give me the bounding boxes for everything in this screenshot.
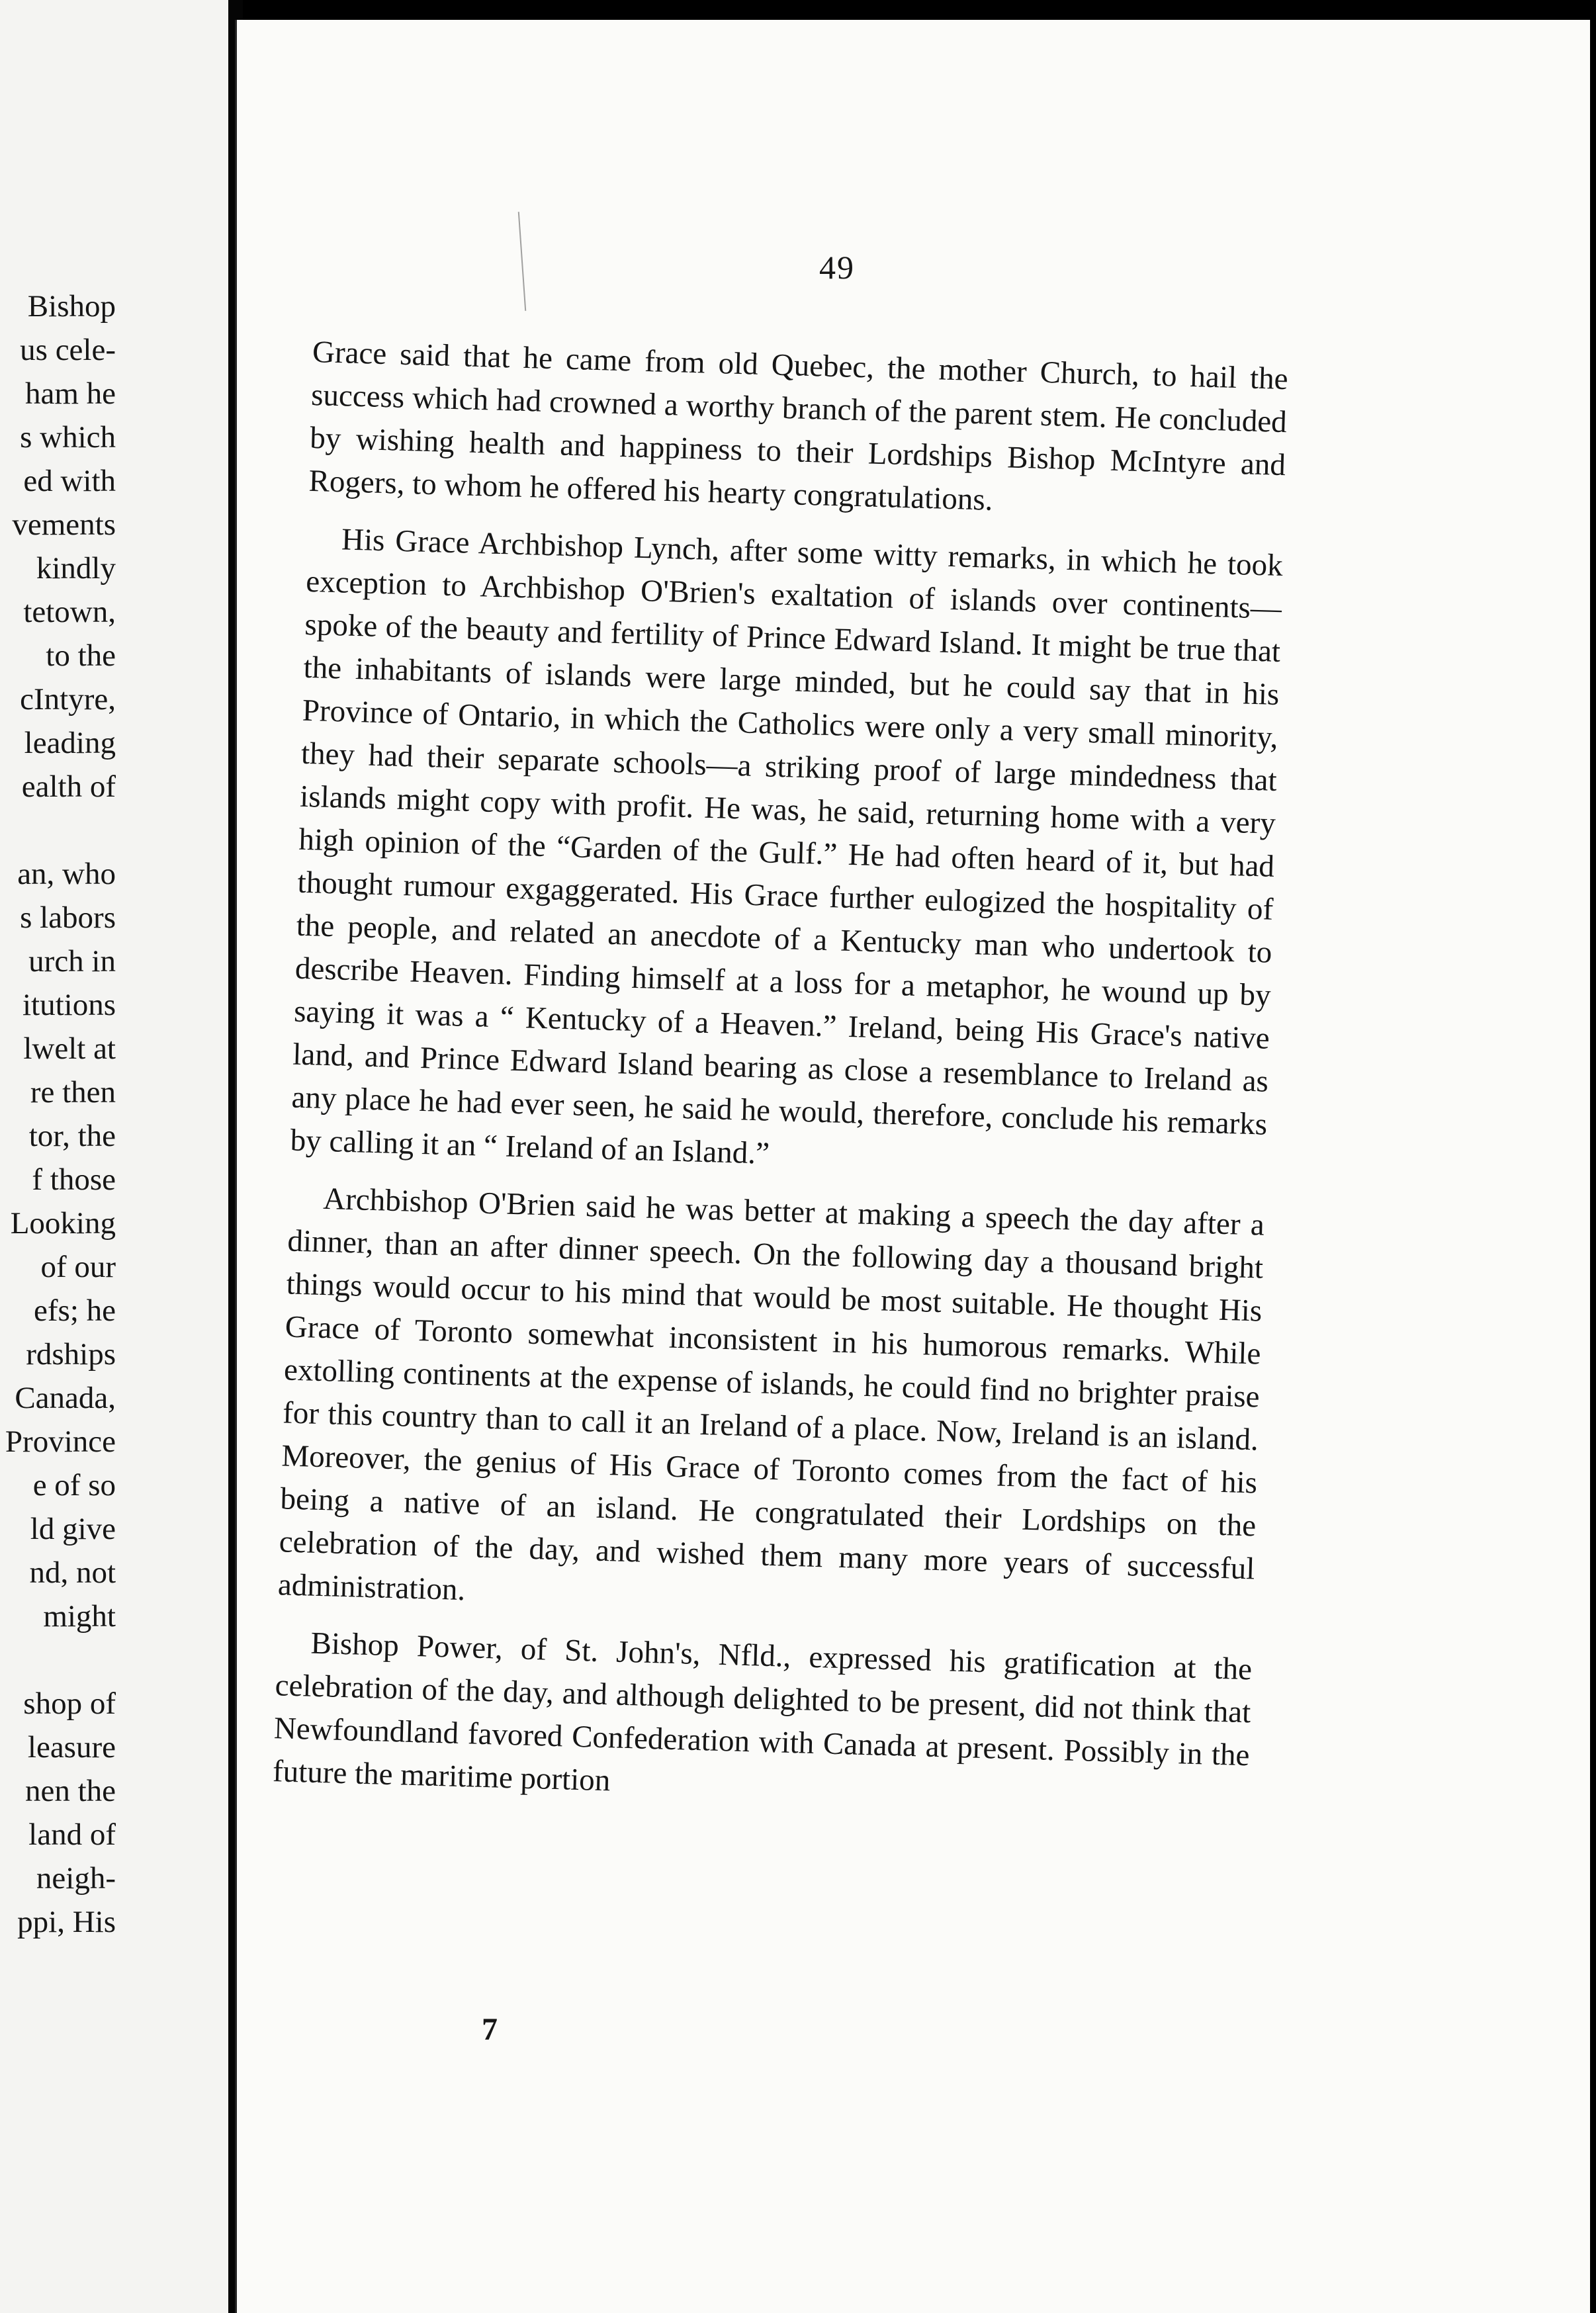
left-page-fragment-line: s labors bbox=[20, 900, 116, 935]
signature-mark: 7 bbox=[482, 2012, 498, 2047]
scan-artifact-line bbox=[518, 212, 526, 311]
left-page-fragment-line: tetown, bbox=[23, 595, 116, 629]
left-page-fragment-line: land of bbox=[28, 1817, 116, 1852]
right-page bbox=[235, 20, 1590, 2313]
left-page-fragment-line: ed with bbox=[23, 464, 116, 498]
left-page-fragment-line: tor, the bbox=[28, 1119, 116, 1153]
left-page-fragment-line: leading bbox=[24, 726, 116, 760]
text-column bbox=[272, 331, 1289, 1835]
left-page-fragment-line: Bishop bbox=[27, 289, 116, 324]
left-page-fragments bbox=[5, 284, 116, 1944]
left-facing-page bbox=[0, 0, 228, 2313]
paragraph-2: His Grace Archbishop Lynch, after some witty remarks, in which he took exception to Archbishop O'Brien's exaltation of islands over continents—spoke of the beauty and fertility of Prince Edward Island. It might be true that the inhabitants of islands were large minded, but he could say that in his Province of Ontario, in which the Catholics were only a very small minority, they had their separate schools—a striking proof of large mindedness that islands might copy with profit. He was, he said, returning home with a very high opinion of the “Garden of the Gulf.” He had often heard of it, but had thought rumour exgaggerated. His Grace further eulogized the hospitality of the people, and related an anecdote of a Kentucky man who undertook to describe Heaven. Finding himself at a loss for a metaphor, he wound up by saying it was a “ Kentucky of a Heaven.” Ireland, being His Grace's native land, and Prince Edward Island bearing as close a resemblance to Ireland as any place he had ever seen, he said he would, therefore, conclude his remarks by calling it an “ Ireland of an Island.” bbox=[290, 522, 1284, 1171]
left-page-fragment-line: ld give bbox=[30, 1512, 116, 1546]
left-page-fragment-line: itutions bbox=[22, 988, 116, 1022]
left-page-fragment-line: rdships bbox=[26, 1337, 116, 1372]
left-page-fragment-line: us cele- bbox=[20, 333, 116, 367]
left-page-fragment-line bbox=[5, 1638, 116, 1682]
left-page-fragment-line: might bbox=[43, 1599, 116, 1634]
left-page-fragment-line: urch in bbox=[28, 944, 116, 979]
left-page-fragment-line: vements bbox=[12, 507, 116, 542]
left-page-fragment-line bbox=[5, 808, 116, 852]
left-page-fragment-line: nen the bbox=[24, 1774, 116, 1808]
left-page-fragment-line: an, who bbox=[17, 857, 116, 891]
left-page-fragment-line: Canada, bbox=[15, 1381, 116, 1415]
left-page-fragment-line: neigh- bbox=[36, 1861, 116, 1896]
left-page-fragment-line: kindly bbox=[36, 551, 116, 586]
left-page-fragment-line: f those bbox=[32, 1162, 116, 1197]
left-page-fragment-line: re then bbox=[30, 1075, 116, 1110]
left-page-fragment-line: ealth of bbox=[21, 769, 116, 804]
left-page-fragment-line: e of so bbox=[32, 1468, 116, 1503]
left-page-fragment-line: nd, not bbox=[29, 1555, 116, 1590]
left-page-text-clip bbox=[0, 0, 116, 2313]
paragraph-3: Archbishop O'Brien said he was better at making a speech the day after a dinner, than an after dinner speech. On the following day a thousand bright things would occur to his mind that would be most suitable. He thought His Grace of Toronto somewhat inconsistent in his humorous remarks. While extolling continents at the expense of islands, he could find no brighter praise for this country than to call it an Ireland of a place. Now, Ireland is an island. Moreover, the genius of His Grace of Toronto comes from the fact of his being a native of an island. He congratulated their Lordships on the celebration of the day, and wished them many more years of successful administration. bbox=[277, 1181, 1265, 1608]
left-page-fragment-line: ham he bbox=[24, 376, 116, 411]
paragraph-1: Grace said that he came from old Quebec, the mother Church, to hail the success which had crowned a worthy branch of the parent stem. He concluded by wishing health and happiness to their Lordships Bishop McIntyre and Rogers, to whom he offered his hearty congratulations. bbox=[308, 334, 1289, 517]
page-number: 49 bbox=[819, 249, 855, 286]
left-page-fragment-line: leasure bbox=[27, 1730, 116, 1765]
paragraph-4: Bishop Power, of St. John's, Nfld., expressed his gratification at the celebration of the day, and although delighted to be present, did not think that Newfoundland favored Confederation with Canada at present. Possibly in the future the maritime portion bbox=[272, 1626, 1253, 1798]
left-page-fragment-line: cIntyre, bbox=[20, 682, 116, 717]
left-page-fragment-line: Province bbox=[5, 1424, 116, 1459]
left-page-fragment-line: to the bbox=[46, 638, 116, 673]
left-page-fragment-line: ppi, His bbox=[17, 1905, 116, 1939]
left-page-fragment-line: Looking bbox=[10, 1206, 116, 1241]
left-page-fragment-line: shop of bbox=[23, 1686, 116, 1721]
left-page-fragment-line: s which bbox=[20, 420, 116, 455]
left-page-fragment-line: efs; he bbox=[34, 1293, 116, 1328]
left-page-fragment-line: lwelt at bbox=[23, 1031, 116, 1066]
left-page-fragment-line: of our bbox=[40, 1250, 116, 1284]
